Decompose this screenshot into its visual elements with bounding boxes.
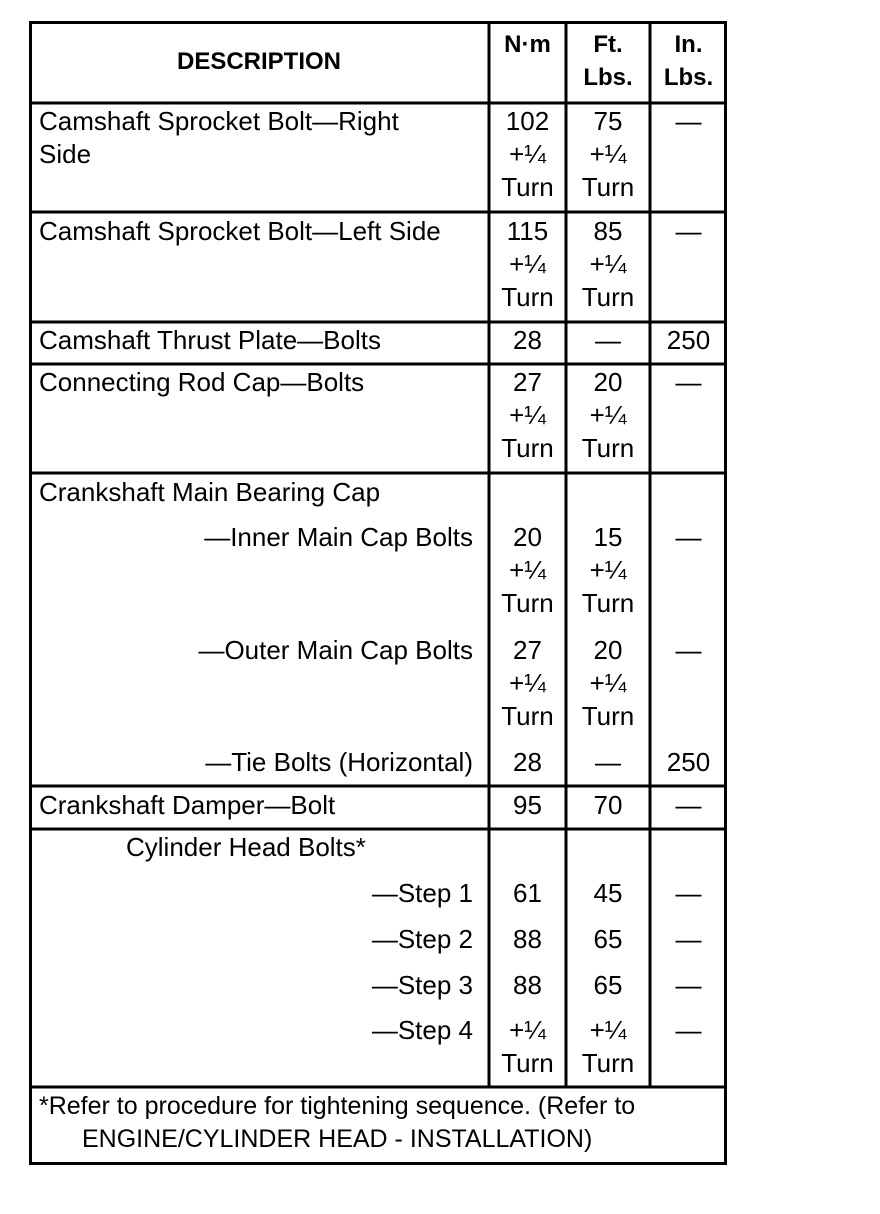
header-nm: N·m: [504, 31, 551, 58]
in-value: —: [675, 790, 702, 820]
ft-value: Turn: [581, 701, 635, 731]
nm-value: +¼: [509, 400, 546, 430]
nm-value: 28: [513, 325, 542, 355]
row-description-cont: Side: [39, 139, 92, 169]
ft-value: 85: [593, 216, 623, 246]
sub-description: —Step 2: [371, 924, 473, 954]
nm-value: +¼: [509, 1015, 546, 1045]
nm-value: +¼: [509, 668, 546, 698]
ft-value: +¼: [589, 555, 627, 585]
ft-value: Turn: [581, 282, 635, 312]
ft-value: Turn: [581, 588, 635, 618]
ft-value: 75: [593, 106, 623, 136]
nm-value: Turn: [501, 588, 554, 618]
ft-value: 65: [593, 924, 623, 954]
ft-value: 70: [593, 790, 623, 820]
row-description: Camshaft Sprocket Bolt—Right: [39, 106, 399, 136]
footnote-line1: *Refer to procedure for tightening sequence. (Refer to: [39, 1092, 636, 1120]
ft-value: +¼: [589, 249, 627, 279]
nm-value: +¼: [509, 249, 546, 279]
ft-value: +¼: [589, 139, 627, 169]
sub-description: —Outer Main Cap Bolts: [198, 635, 473, 665]
header-in-line2: Lbs.: [663, 64, 714, 91]
ft-value: 20: [593, 367, 623, 397]
nm-value: 20: [513, 522, 542, 552]
in-value: —: [675, 878, 702, 908]
in-value: 250: [666, 747, 711, 777]
ft-value: —: [595, 325, 621, 355]
nm-value: 88: [513, 924, 542, 954]
nm-value: 27: [513, 367, 542, 397]
nm-value: Turn: [501, 701, 554, 731]
header-ft-line1: Ft.: [593, 31, 623, 58]
footnote-line2: ENGINE/CYLINDER HEAD - INSTALLATION): [82, 1125, 593, 1153]
ft-value: Turn: [581, 172, 635, 202]
row-description: Camshaft Thrust Plate—Bolts: [39, 325, 381, 355]
ft-value: 65: [593, 970, 623, 1000]
nm-value: Turn: [501, 282, 554, 312]
row-description: Camshaft Sprocket Bolt—Left Side: [39, 216, 441, 246]
in-value: —: [675, 216, 702, 246]
in-value: —: [675, 924, 702, 954]
sub-description: —Step 4: [371, 1015, 473, 1045]
ft-value: Turn: [581, 1048, 635, 1078]
header-ft-line2: Lbs.: [583, 64, 633, 91]
sub-description: —Tie Bolts (Horizontal): [205, 747, 473, 777]
nm-value: 88: [513, 970, 542, 1000]
ft-value: 45: [593, 878, 623, 908]
header-in-line1: In.: [674, 31, 703, 58]
row-description: Crankshaft Main Bearing Cap: [39, 477, 381, 507]
ft-value: 15: [593, 522, 623, 552]
nm-value: 27: [513, 635, 542, 665]
nm-value: 102: [505, 106, 550, 136]
header-description: DESCRIPTION: [176, 48, 341, 75]
ft-value: +¼: [589, 668, 627, 698]
torque-spec-table: [29, 21, 727, 1165]
in-value: —: [675, 970, 702, 1000]
nm-value: 61: [513, 878, 542, 908]
row-description: Cylinder Head Bolts*: [126, 832, 366, 862]
sub-description: —Inner Main Cap Bolts: [204, 522, 473, 552]
ft-value: +¼: [589, 400, 627, 430]
sub-description: —Step 1: [371, 878, 473, 908]
sub-description: —Step 3: [371, 970, 473, 1000]
row-description: Connecting Rod Cap—Bolts: [39, 367, 365, 397]
ft-value: —: [595, 747, 621, 777]
nm-value: Turn: [501, 1048, 554, 1078]
in-value: —: [675, 635, 702, 665]
nm-value: Turn: [501, 433, 554, 463]
nm-value: Turn: [501, 172, 554, 202]
ft-value: 20: [593, 635, 623, 665]
in-value: —: [675, 367, 702, 397]
nm-value: +¼: [509, 139, 546, 169]
nm-value: 115: [506, 216, 549, 246]
in-value: —: [675, 106, 702, 136]
ft-value: +¼: [589, 1015, 627, 1045]
in-value: —: [675, 522, 702, 552]
row-description: Crankshaft Damper—Bolt: [39, 790, 336, 820]
in-value: 250: [666, 325, 711, 355]
nm-value: +¼: [509, 555, 546, 585]
ft-value: Turn: [581, 433, 635, 463]
in-value: —: [675, 1015, 702, 1045]
nm-value: 95: [513, 790, 542, 820]
nm-value: 28: [513, 747, 542, 777]
